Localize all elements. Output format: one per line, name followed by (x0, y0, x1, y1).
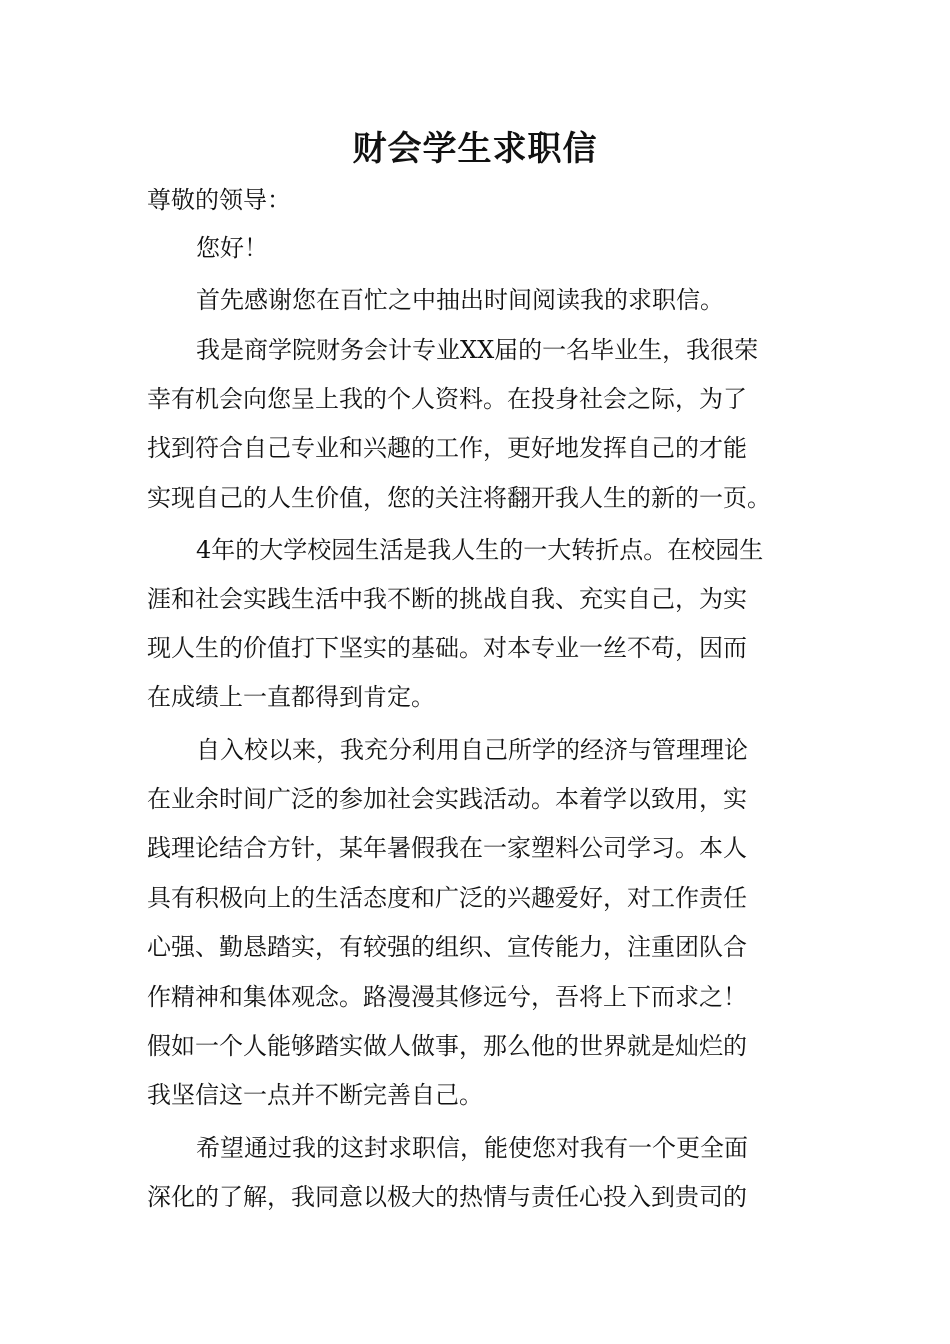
body-line: 找到符合自己专业和兴趣的工作，更好地发挥自己的才能 (147, 434, 747, 462)
body-line: 深化的了解，我同意以极大的热情与责任心投入到贵司的 (147, 1183, 747, 1211)
body-line: 在业余时间广泛的参加社会实践活动。本着学以致用，实 (147, 785, 747, 813)
body-line: 自入校以来，我充分利用自己所学的经济与管理理论 (196, 736, 748, 764)
body-line: 现人生的价值打下坚实的基础。对本专业一丝不苟，因而 (147, 634, 747, 662)
body-line: 假如一个人能够踏实做人做事，那么他的世界就是灿烂的 (147, 1032, 747, 1060)
body-line: 4年的大学校园生活是我人生的一大转折点。在校园生 (196, 536, 764, 564)
body-line: 我是商学院财务会计专业XX届的一名毕业生，我很荣 (196, 336, 759, 364)
body-line: 心强、勤恳踏实，有较强的组织、宣传能力，注重团队合 (147, 933, 747, 961)
body-line: 我坚信这一点并不断完善自己。 (147, 1081, 483, 1109)
body-line: 幸有机会向您呈上我的个人资料。在投身社会之际，为了 (147, 385, 747, 413)
body-line: 作精神和集体观念。路漫漫其修远兮，吾将上下而求之！ (147, 983, 747, 1011)
body-line: 涯和社会实践生活中我不断的挑战自我、充实自己，为实 (147, 585, 747, 613)
salutation: 尊敬的领导： (147, 186, 291, 214)
greeting-line: 您好！ (196, 234, 268, 262)
body-line: 首先感谢您在百忙之中抽出时间阅读我的求职信。 (196, 286, 724, 314)
body-line: 具有积极向上的生活态度和广泛的兴趣爱好，对工作责任 (147, 884, 747, 912)
body-line: 践理论结合方针，某年暑假我在一家塑料公司学习。本人 (147, 834, 747, 862)
body-line: 实现自己的人生价值，您的关注将翻开我人生的新的一页。 (147, 484, 771, 512)
document-title: 财会学生求职信 (352, 129, 598, 169)
body-line: 在成绩上一直都得到肯定。 (147, 683, 435, 711)
body-line: 希望通过我的这封求职信，能使您对我有一个更全面 (196, 1134, 748, 1162)
